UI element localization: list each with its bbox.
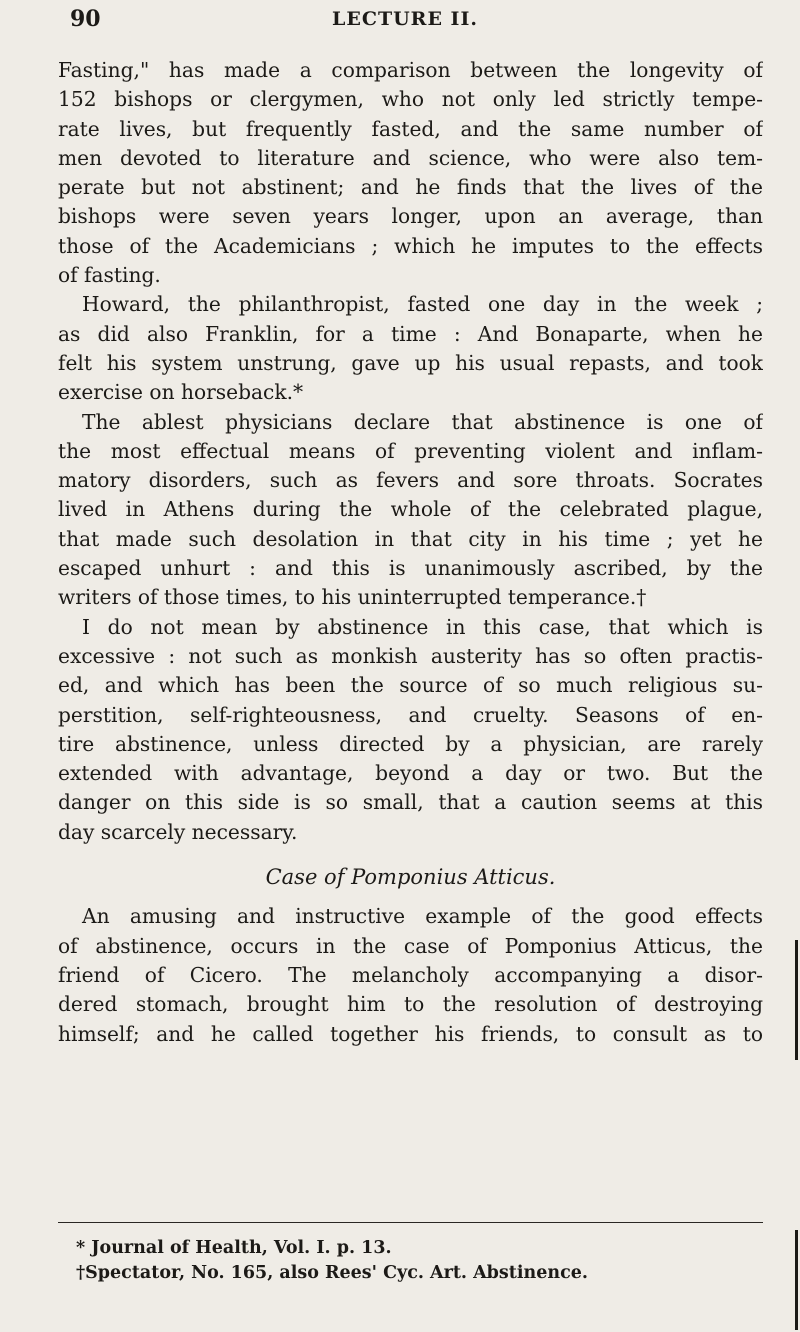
text-line: ed, and which has been the source of so much religious su- — [58, 673, 763, 698]
footnotes — [76, 1236, 756, 1286]
paragraph-1 — [58, 56, 763, 290]
page-number: 90 — [70, 6, 101, 32]
text-line: that made such desolation in that city in his time ; yet he — [58, 526, 763, 551]
section-heading: Case of Pomponius Atticus. — [265, 865, 556, 890]
paragraph-2 — [58, 290, 763, 407]
text-line: bishops were seven years longer, upon an average, than — [58, 204, 763, 229]
text-line: lived in Athens during the whole of the celebrated plague, — [58, 497, 763, 522]
text-line: of abstinence, occurs in the case of Pomponius Atticus, the — [58, 933, 763, 958]
text-line: himself; and he called together his friends, to consult as to — [58, 1021, 763, 1046]
text-line: the most effectual means of preventing violent and inflam- — [58, 438, 763, 463]
running-head: LECTURE II. — [332, 8, 478, 30]
text-line: writers of those times, to his uninterrupted temperance.† — [58, 585, 647, 610]
footnote: * Journal of Health, Vol. I. p. 13. — [76, 1238, 392, 1258]
text-line: Howard, the philanthropist, fasted one day in the week ; — [82, 292, 763, 317]
text-line: danger on this side is so small, that a caution seems at this — [58, 790, 763, 815]
text-line: felt his system unstrung, gave up his usual repasts, and took — [58, 350, 763, 375]
text-line: exercise on horseback.* — [58, 380, 304, 405]
text-line: perate but not abstinent; and he finds that the lives of the — [58, 175, 763, 200]
text-line: day scarcely necessary. — [58, 819, 298, 844]
paragraph-3 — [58, 408, 763, 613]
page-edge-shadow — [795, 940, 798, 1060]
text-line: men devoted to literature and science, who were also tem- — [58, 145, 763, 170]
text-line: Fasting," has made a comparison between the longevity of — [58, 58, 763, 82]
text-line: I do not mean by abstinence in this case, that which is — [82, 614, 763, 639]
text-line: The ablest physicians declare that abstinence is one of — [82, 409, 763, 434]
text-line: those of the Academicians ; which he imputes to the effects — [58, 233, 763, 258]
text-line: rate lives, but frequently fasted, and the same number of — [58, 116, 763, 141]
text-line: extended with advantage, beyond a day or two. But the — [58, 761, 763, 786]
page-edge-shadow — [795, 1230, 798, 1330]
footnote: †Spectator, No. 165, also Rees' Cyc. Art. Abstinence. — [76, 1263, 588, 1283]
text-line: friend of Cicero. The melancholy accompanying a disor- — [58, 962, 763, 987]
body-text — [58, 56, 763, 1049]
page-header — [70, 6, 770, 36]
text-line: escaped unhurt : and this is unanimously ascribed, by the — [58, 556, 763, 581]
text-line: perstition, self-righteousness, and cruelty. Seasons of en- — [58, 702, 763, 727]
footnote-divider — [58, 1222, 763, 1223]
text-line: dered stomach, brought him to the resolution of destroying — [58, 992, 763, 1017]
text-line: tire abstinence, unless directed by a physician, are rarely — [58, 731, 763, 756]
text-line: of fasting. — [58, 263, 161, 288]
text-line: excessive : not such as monkish austerity has so often practis- — [58, 643, 763, 668]
paragraph-5 — [58, 902, 763, 1048]
paragraph-4 — [58, 613, 763, 847]
text-line: as did also Franklin, for a time : And Bonaparte, when he — [58, 321, 763, 346]
text-line: 152 bishops or clergymen, who not only led strictly tempe- — [58, 87, 763, 112]
text-line: An amusing and instructive example of the good effects — [82, 904, 763, 929]
text-line: matory disorders, such as fevers and sore throats. Socrates — [58, 468, 763, 493]
